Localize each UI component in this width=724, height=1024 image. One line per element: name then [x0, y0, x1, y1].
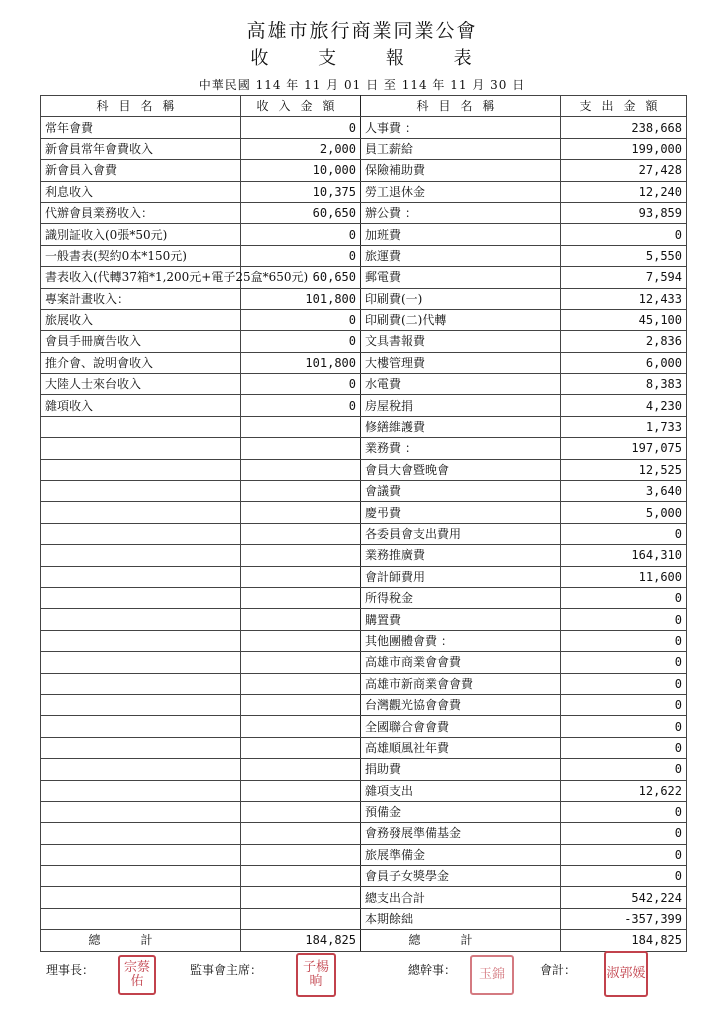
- secretary-seal: 玉錦: [470, 955, 514, 995]
- income-amount: [241, 652, 361, 673]
- income-item: 新會員入會費: [41, 160, 241, 181]
- expense-item: 捐助費: [361, 759, 561, 780]
- income-amount: [241, 609, 361, 630]
- expense-amount: 0: [561, 866, 687, 887]
- income-amount: [241, 737, 361, 758]
- expense-amount: -357,399: [561, 908, 687, 929]
- table-row: [41, 844, 687, 865]
- expense-amount: 197,075: [561, 438, 687, 459]
- expense-item: 印刷費(二)代轉: [361, 309, 561, 330]
- table-row: [41, 502, 687, 523]
- income-item: 利息收入: [41, 181, 241, 202]
- expense-amount: 12,240: [561, 181, 687, 202]
- expense-amount: 0: [561, 587, 687, 608]
- expense-item: 台灣觀光協會會費: [361, 694, 561, 715]
- expense-item: 水電費: [361, 374, 561, 395]
- expense-amount: 0: [561, 652, 687, 673]
- table-row: [41, 866, 687, 887]
- income-amount: [241, 502, 361, 523]
- income-amount: 0: [241, 374, 361, 395]
- table-row: [41, 352, 687, 373]
- income-amount: 0: [241, 245, 361, 266]
- expense-item: 會計師費用: [361, 566, 561, 587]
- income-amount: [241, 823, 361, 844]
- income-item: [41, 887, 241, 908]
- table-row: [41, 245, 687, 266]
- table-row: [41, 181, 687, 202]
- income-amount: [241, 416, 361, 437]
- expense-amount: 27,428: [561, 160, 687, 181]
- table-row: [41, 801, 687, 822]
- table-row: [41, 823, 687, 844]
- expense-amount: 0: [561, 523, 687, 544]
- expense-amount: 0: [561, 801, 687, 822]
- income-item: [41, 801, 241, 822]
- income-item: [41, 737, 241, 758]
- expense-item: 購置費: [361, 609, 561, 630]
- expense-amount: 0: [561, 609, 687, 630]
- expense-amount: 12,622: [561, 780, 687, 801]
- income-amount: [241, 545, 361, 566]
- chairman-label: 理事長：: [46, 963, 95, 977]
- income-amount: 0: [241, 117, 361, 138]
- income-amount: [241, 780, 361, 801]
- expense-item: 文具書報費: [361, 331, 561, 352]
- expense-item: 本期餘絀: [361, 908, 561, 929]
- income-item: [41, 502, 241, 523]
- table-row: [41, 374, 687, 395]
- expense-item: 預備金: [361, 801, 561, 822]
- income-total-amount: 184,825: [241, 930, 361, 951]
- income-amount: [241, 481, 361, 502]
- income-item: [41, 438, 241, 459]
- expense-amount: 8,383: [561, 374, 687, 395]
- expense-item: 業務推廣費: [361, 545, 561, 566]
- expense-amount: 12,433: [561, 288, 687, 309]
- income-amount: 60,650: [241, 202, 361, 223]
- table-row: [41, 545, 687, 566]
- report-title: 收 支 報 表: [250, 48, 494, 69]
- expense-amount: 164,310: [561, 545, 687, 566]
- expense-amount: 5,550: [561, 245, 687, 266]
- expense-amount: 0: [561, 759, 687, 780]
- income-item: [41, 609, 241, 630]
- income-item: 旅展收入: [41, 309, 241, 330]
- income-amount: 10,000: [241, 160, 361, 181]
- expense-item: 人事費 ：: [361, 117, 561, 138]
- expense-total-label: 總計: [361, 930, 561, 951]
- expense-item: 慶弔費: [361, 502, 561, 523]
- income-item: 新會員常年會費收入: [41, 138, 241, 159]
- expense-item: 雜項支出: [361, 780, 561, 801]
- expense-item: 修繕維護費: [361, 416, 561, 437]
- table-header-row: [41, 96, 687, 117]
- table-row: [41, 673, 687, 694]
- income-item: 雜項收入: [41, 395, 241, 416]
- expense-item: 保險補助費: [361, 160, 561, 181]
- expense-item: 業務費 ：: [361, 438, 561, 459]
- expense-amount: 2,836: [561, 331, 687, 352]
- signature-row: [0, 957, 724, 1007]
- income-amount: [241, 630, 361, 651]
- income-item-header: 科目名稱: [41, 96, 241, 117]
- table-row: [41, 138, 687, 159]
- expense-item: 各委員會支出費用: [361, 523, 561, 544]
- table-row: [41, 288, 687, 309]
- table-row: [41, 331, 687, 352]
- income-item: 大陸人士來台收入: [41, 374, 241, 395]
- expense-amount: 12,525: [561, 459, 687, 480]
- income-amount-header: 收入金額: [241, 96, 361, 117]
- income-item: [41, 823, 241, 844]
- expense-amount: 0: [561, 823, 687, 844]
- secretary-label: 總幹事：: [408, 963, 457, 977]
- income-amount: [241, 566, 361, 587]
- supervisor-seal: 子楊晌: [296, 953, 336, 997]
- income-item: [41, 545, 241, 566]
- expense-item: 會員大會暨晚會: [361, 459, 561, 480]
- expense-amount: 11,600: [561, 566, 687, 587]
- table-row: [41, 224, 687, 245]
- expense-item: 房屋稅捐: [361, 395, 561, 416]
- expense-item: 總支出合計: [361, 887, 561, 908]
- income-item: [41, 416, 241, 437]
- accountant-seal: 淑郭媛: [604, 951, 648, 997]
- table-row: [41, 160, 687, 181]
- table-row: [41, 416, 687, 437]
- table-row: [41, 202, 687, 223]
- org-title: 高雄市旅行商業同業公會: [246, 20, 478, 42]
- expense-amount: 0: [561, 737, 687, 758]
- expense-item: 旅展準備金: [361, 844, 561, 865]
- income-amount: 0: [241, 309, 361, 330]
- table-row: [41, 267, 687, 288]
- income-amount: 101,800: [241, 288, 361, 309]
- income-item: [41, 759, 241, 780]
- chairman-seal: 宗蔡佑: [118, 955, 156, 995]
- expense-amount: 3,640: [561, 481, 687, 502]
- income-item: [41, 587, 241, 608]
- income-amount: [241, 716, 361, 737]
- income-item: 專案計畫收入：: [41, 288, 241, 309]
- income-item: [41, 866, 241, 887]
- income-amount: [241, 438, 361, 459]
- expense-item: 高雄順風社年費: [361, 737, 561, 758]
- expense-amount: 0: [561, 694, 687, 715]
- income-amount: [241, 673, 361, 694]
- expense-amount: 93,859: [561, 202, 687, 223]
- table-row: [41, 459, 687, 480]
- income-amount: [241, 844, 361, 865]
- income-amount: [241, 459, 361, 480]
- table-row: [41, 737, 687, 758]
- expense-amount: 0: [561, 630, 687, 651]
- income-item: [41, 630, 241, 651]
- expense-item: 員工薪給: [361, 138, 561, 159]
- table-row: [41, 587, 687, 608]
- income-item: [41, 459, 241, 480]
- expense-item: 郵電費: [361, 267, 561, 288]
- total-row: [41, 930, 687, 951]
- income-item: [41, 716, 241, 737]
- expense-amount: 199,000: [561, 138, 687, 159]
- expense-amount: 4,230: [561, 395, 687, 416]
- expense-item-header: 科目名稱: [361, 96, 561, 117]
- expense-item: 所得稅金: [361, 587, 561, 608]
- table-row: [41, 523, 687, 544]
- expense-item: 勞工退休金: [361, 181, 561, 202]
- accountant-label: 會計：: [540, 963, 577, 977]
- income-item: [41, 908, 241, 929]
- expense-amount: 5,000: [561, 502, 687, 523]
- expense-item: 加班費: [361, 224, 561, 245]
- income-amount: [241, 759, 361, 780]
- expense-amount-header: 支出金額: [561, 96, 687, 117]
- income-amount: 10,375: [241, 181, 361, 202]
- income-item: [41, 694, 241, 715]
- table-row: [41, 716, 687, 737]
- income-amount: [241, 587, 361, 608]
- report-period: 中華民國 114 年 11 月 01 日 至 114 年 11 月 30 日: [198, 78, 526, 92]
- table-row: [41, 438, 687, 459]
- income-amount: 2,000: [241, 138, 361, 159]
- income-amount: [241, 801, 361, 822]
- table-row: [41, 908, 687, 929]
- expense-item: 高雄市商業會會費: [361, 652, 561, 673]
- expense-item: 旅運費: [361, 245, 561, 266]
- income-amount: [241, 887, 361, 908]
- table-row: [41, 481, 687, 502]
- table-row: [41, 117, 687, 138]
- expense-item: 辦公費 ：: [361, 202, 561, 223]
- income-amount: 0: [241, 224, 361, 245]
- expense-amount: 0: [561, 844, 687, 865]
- expense-amount: 0: [561, 716, 687, 737]
- expense-amount: 6,000: [561, 352, 687, 373]
- expense-amount: 1,733: [561, 416, 687, 437]
- income-item: 一般書表(契約0本*150元): [41, 245, 241, 266]
- income-amount: [241, 866, 361, 887]
- income-amount: [241, 694, 361, 715]
- expense-item: 會務發展準備基金: [361, 823, 561, 844]
- expense-item: 會員子女獎學金: [361, 866, 561, 887]
- table-row: [41, 395, 687, 416]
- table-row: [41, 609, 687, 630]
- expense-item: 全國聯合會會費: [361, 716, 561, 737]
- income-item: [41, 780, 241, 801]
- income-item: [41, 652, 241, 673]
- income-expense-table: [40, 95, 687, 952]
- income-item: [41, 673, 241, 694]
- table-row: [41, 652, 687, 673]
- income-item: [41, 566, 241, 587]
- expense-item: 高雄市新商業會會費: [361, 673, 561, 694]
- income-amount: 0: [241, 331, 361, 352]
- income-amount: [241, 523, 361, 544]
- expense-amount: 238,668: [561, 117, 687, 138]
- table-body: [41, 117, 687, 930]
- income-amount: [241, 908, 361, 929]
- table-row: [41, 309, 687, 330]
- income-amount: 101,800: [241, 352, 361, 373]
- income-total-label: 總計: [41, 930, 241, 951]
- expense-item: 會議費: [361, 481, 561, 502]
- income-item: 會員手冊廣告收入: [41, 331, 241, 352]
- table-row: [41, 759, 687, 780]
- income-amount: 0: [241, 395, 361, 416]
- income-item: [41, 481, 241, 502]
- table-row: [41, 694, 687, 715]
- expense-total-amount: 184,825: [561, 930, 687, 951]
- income-item: [41, 523, 241, 544]
- income-item: 推介會、說明會收入: [41, 352, 241, 373]
- table-row: [41, 780, 687, 801]
- expense-item: 印刷費(一): [361, 288, 561, 309]
- expense-amount: 7,594: [561, 267, 687, 288]
- supervisor-label: 監事會主席：: [190, 963, 263, 977]
- table-row: [41, 630, 687, 651]
- expense-item: 大樓管理費: [361, 352, 561, 373]
- expense-amount: 0: [561, 673, 687, 694]
- income-item: [41, 844, 241, 865]
- income-item: 書表收入(代轉37箱*1,200元+電子25盒*650元): [41, 267, 241, 288]
- income-item: 常年會費: [41, 117, 241, 138]
- table-row: [41, 566, 687, 587]
- income-amount: 60,650: [241, 267, 361, 288]
- expense-amount: 45,100: [561, 309, 687, 330]
- expense-amount: 0: [561, 224, 687, 245]
- income-item: 識別証收入(0張*50元): [41, 224, 241, 245]
- income-item: 代辦會員業務收入：: [41, 202, 241, 223]
- expense-item: 其他團體會費 ：: [361, 630, 561, 651]
- table-row: [41, 887, 687, 908]
- expense-amount: 542,224: [561, 887, 687, 908]
